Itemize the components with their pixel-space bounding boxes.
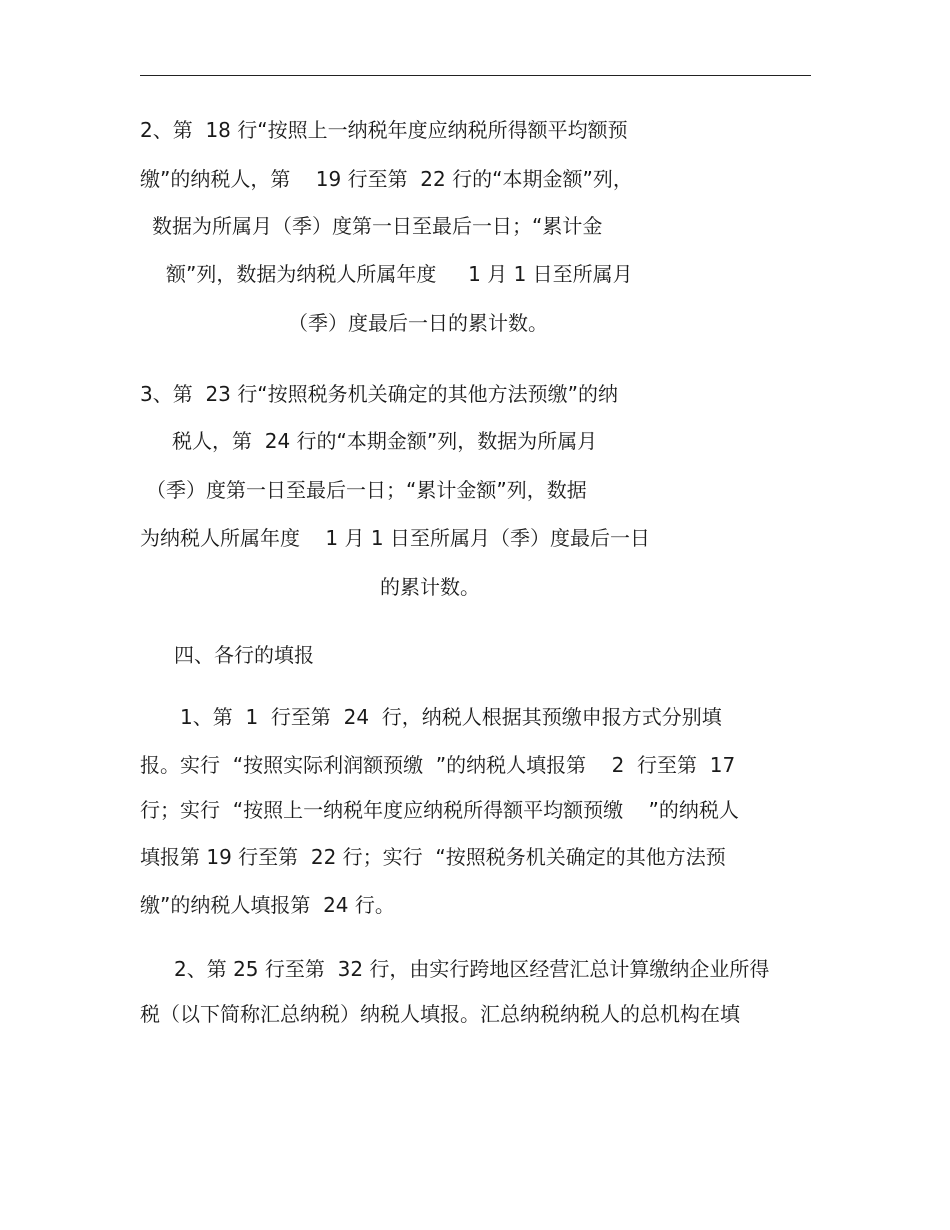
text-line: 为纳税人所属年度 1 月 1 日至所属月（季）度最后一日 [140, 526, 650, 550]
text-line: 报。实行 “按照实际利润额预缴 ”的纳税人填报第 2 行至第 17 [140, 753, 736, 777]
text-line: （季）度最后一日的累计数。 [288, 311, 548, 335]
text-line: 的累计数。 [380, 575, 480, 599]
text-line: 2、第 18 行“按照上一纳税年度应纳税所得额平均额预 [140, 118, 628, 142]
header-rule [140, 75, 811, 76]
text-line: 1、第 1 行至第 24 行，纳税人根据其预缴申报方式分别填 [180, 705, 722, 729]
text-line: 3、第 23 行“按照税务机关确定的其他方法预缴”的纳 [140, 382, 618, 406]
text-line: 行；实行 “按照上一纳税年度应纳税所得额平均额预缴 ”的纳税人 [140, 798, 739, 822]
text-line: 额”列，数据为纳税人所属年度 1 月 1 日至所属月 [166, 262, 633, 286]
text-line: 缴”的纳税人填报第 24 行。 [140, 893, 395, 917]
text-line: 税人，第 24 行的“本期金额”列，数据为所属月 [172, 429, 598, 453]
text-line: 数据为所属月（季）度第一日至最后一日；“累计金 [152, 214, 603, 238]
text-line: 2、第 25 行至第 32 行，由实行跨地区经营汇总计算缴纳企业所得 [174, 957, 770, 981]
text-line: 税（以下简称汇总纳税）纳税人填报。汇总纳税纳税人的总机构在填 [140, 1002, 740, 1026]
text-line: （季）度第一日至最后一日；“累计金额”列，数据 [146, 478, 587, 502]
text-line: 填报第 19 行至第 22 行；实行 “按照税务机关确定的其他方法预 [140, 845, 726, 869]
text-line: 缴”的纳税人，第 19 行至第 22 行的“本期金额”列， [140, 167, 633, 191]
section-heading: 四、各行的填报 [174, 643, 314, 667]
